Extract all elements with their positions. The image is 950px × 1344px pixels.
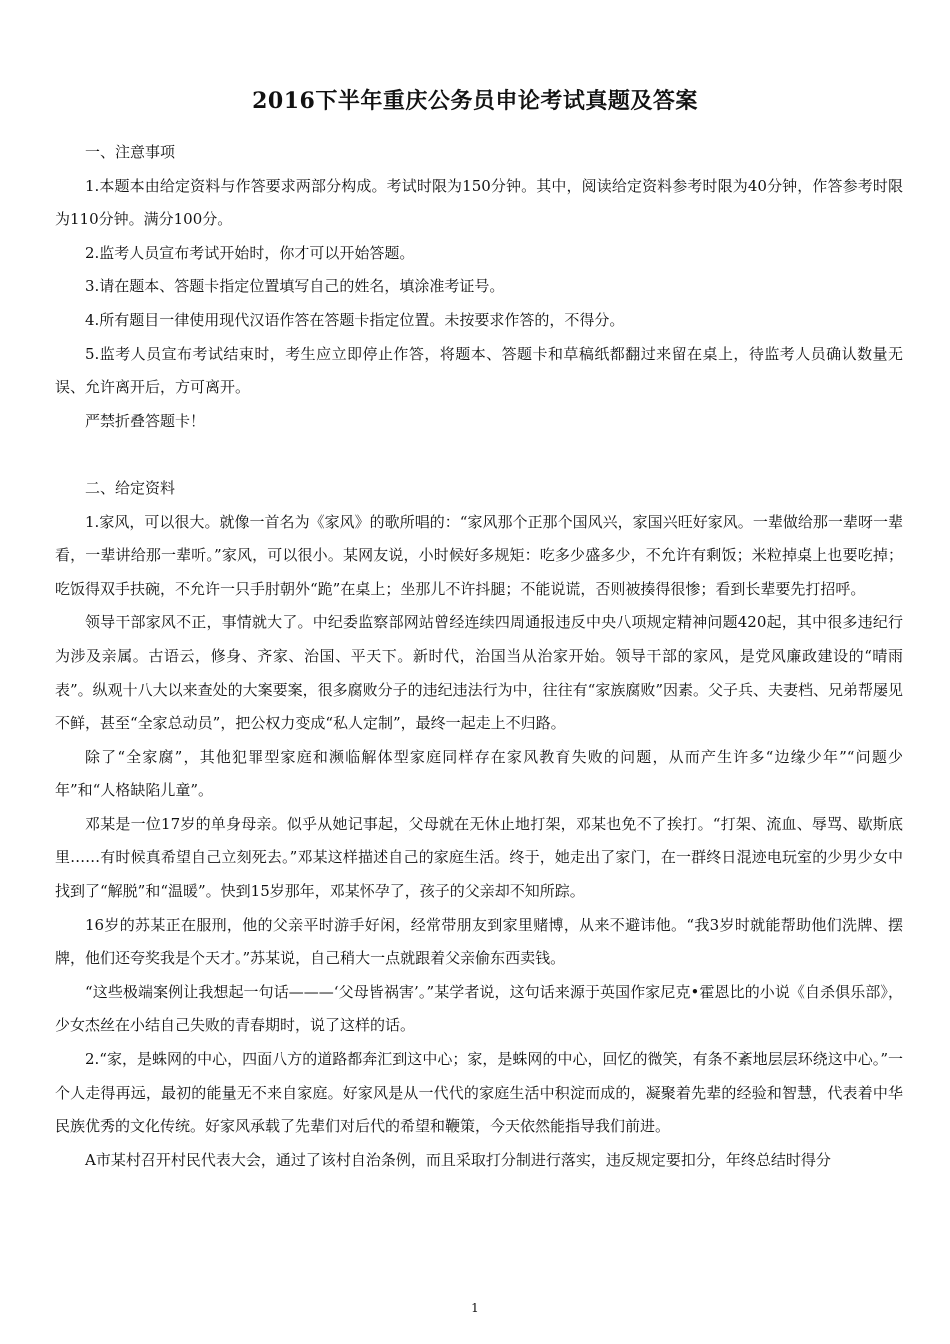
notice-item: 4.所有题目一律使用现代汉语作答在答题卡指定位置。未按要求作答的，不得分。 (85, 310, 625, 329)
document-body (55, 136, 903, 1177)
material-paragraph: 2.“家，是蛛网的中心，四面八方的道路都奔汇到这中心；家，是蛛网的中心，回忆的微笑，有条不紊地层层环绕这中心。”一个人走得再远，最初的能量无不来自家庭。好家风是从一代代的家庭生活中积淀而成的，凝聚着先辈的经验和智慧，代表着中华民族优秀的文化传统。好家风承载了先辈们对后代的希望和鞭策，今天依然能指导我们前进。 (55, 1050, 903, 1136)
page-number: 1 (471, 1301, 479, 1315)
material-paragraph: “这些极端案例让我想起一句话———‘父母皆祸害’。”某学者说，这句话来源于英国作家尼克•霍恩比的小说《自杀俱乐部》，少女杰丝在小结自己失败的青春期时，说了这样的话。 (55, 982, 903, 1035)
section-heading-materials: 二、给定资料 (85, 478, 176, 497)
notice-item: 1.本题本由给定资料与作答要求两部分构成。考试时限为150分钟。其中，阅读给定资料参考时限为40分钟，作答参考时限为110分钟。满分100分。 (55, 176, 903, 229)
material-paragraph: 除了“全家腐”，其他犯罪型家庭和濒临解体型家庭同样存在家风教育失败的问题，从而产生许多“边缘少年”“问题少年”和“人格缺陷儿童”。 (55, 747, 903, 800)
notice-item: 2.监考人员宣布考试开始时，你才可以开始答题。 (85, 243, 415, 262)
material-paragraph: 领导干部家风不正，事情就大了。中纪委监察部网站曾经连续四周通报违反中央八项规定精神问题420起，其中很多违纪行为涉及亲属。古语云，修身、齐家、治国、平天下。新时代，治国当从治家开始。领导干部的家风，是党风廉政建设的“晴雨表”。纵观十八大以来查处的大案要案，很多腐败分子的违纪违法行为中，往往有“家族腐败”因素。父子兵、夫妻档、兄弟帮屡见不鲜，甚至“全家总动员”，把公权力变成“私人定制”，最终一起走上不归路。 (55, 613, 904, 733)
section-spacer (55, 438, 903, 472)
material-paragraph: 邓某是一位17岁的单身母亲。似乎从她记事起，父母就在无休止地打架，邓某也免不了挨打。“打架、流血、辱骂、歇斯底里……有时候真希望自己立刻死去。”邓某这样描述自己的家庭生活。终于，她走出了家门，在一群终日混迹电玩室的少男少女中找到了“解脱”和“温暖”。快到15岁那年，邓某怀孕了，孩子的父亲却不知所踪。 (55, 814, 903, 901)
notice-item: 3.请在题本、答题卡指定位置填写自己的姓名，填涂准考证号。 (85, 277, 505, 296)
notice-warning: 严禁折叠答题卡！ (85, 411, 206, 430)
page-title: 2016下半年重庆公务员申论考试真题及答案 (252, 88, 698, 114)
material-paragraph: 16岁的苏某正在服刑，他的父亲平时游手好闲，经常带朋友到家里赌博，从来不避讳他。“我3岁时就能帮助他们洗牌、摆牌，他们还夸奖我是个天才。”苏某说，自己稍大一点就跟着父亲偷东西卖钱。 (55, 915, 903, 968)
material-paragraph: 1.家风，可以很大。就像一首名为《家风》的歌所唱的：“家风那个正那个国风兴，家国兴旺好家风。一辈做给那一辈呀一辈看，一辈讲给那一辈听。”家风，可以很小。某网友说，小时候好多规矩：吃多少盛多少，不允许有剩饭；米粒掉桌上也要吃掉；吃饭得双手扶碗，不允许一只手肘朝外“跪”在桌上；坐那儿不许抖腿；不能说谎，否则被揍得很惨；看到长辈要先打招呼。 (55, 512, 903, 598)
material-paragraph: A市某村召开村民代表大会，通过了该村自治条例，而且采取打分制进行落实，违反规定要扣分，年终总结时得分 (85, 1150, 831, 1169)
section-heading-notice: 一、注意事项 (85, 143, 176, 161)
notice-item: 5.监考人员宣布考试结束时，考生应立即停止作答，将题本、答题卡和草稿纸都翻过来留在桌上，待监考人员确认数量无误、允许离开后，方可离开。 (55, 344, 903, 397)
